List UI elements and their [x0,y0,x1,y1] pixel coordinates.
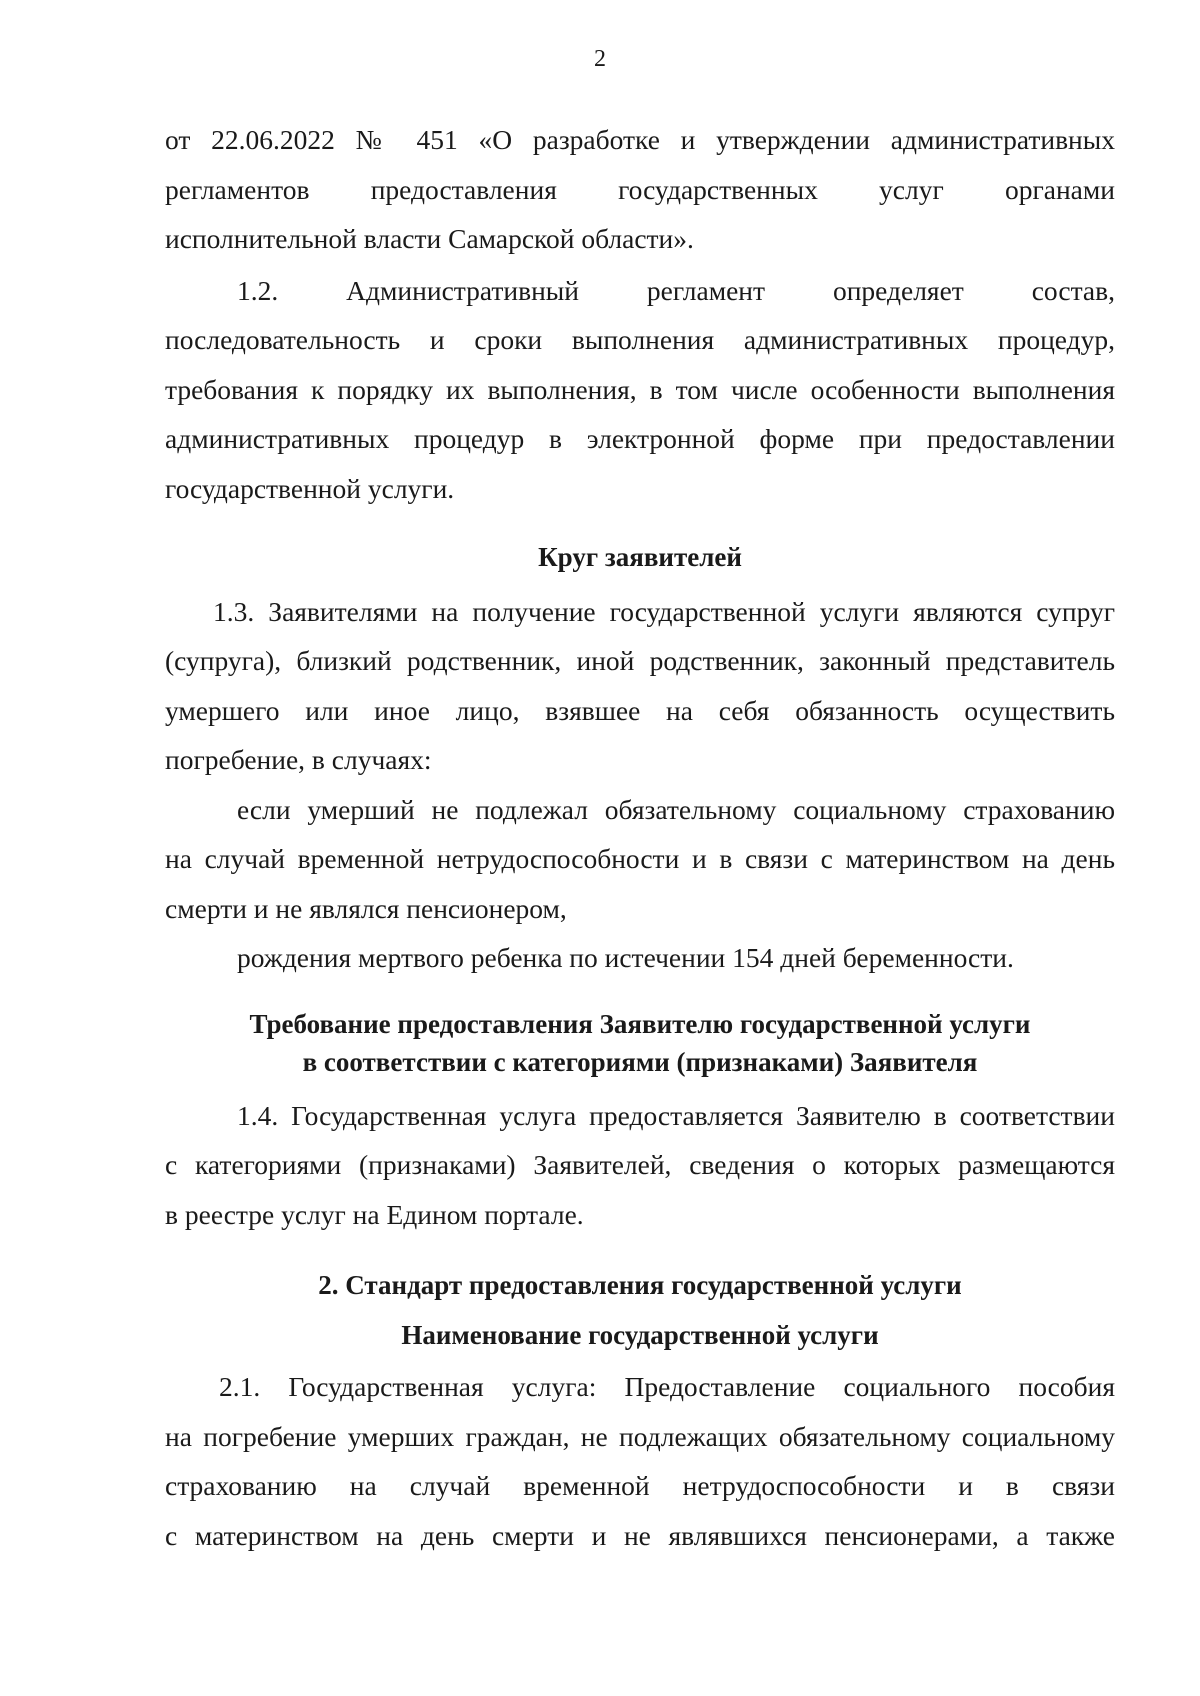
text-line: (супруга), близкий родственник, иной родственник, законный представитель [165,645,1115,676]
text-line: требования к порядку их выполнения, в том числе особенности выполнения [165,373,1115,405]
text-line: исполнительной власти Самарской области». [165,223,694,254]
text-line: на случай временной нетрудоспособности и в связи с материнством на день [165,843,1115,874]
paragraph-1-2 [165,266,1115,514]
paragraph-1-4 [165,1091,1115,1240]
text-line: погребение, в случаях: [165,744,432,775]
page-number: 2 [594,46,606,72]
text-line: регламентов предоставления государственных услуг органами [165,173,1115,205]
section-heading-requirement [165,1005,1115,1081]
text-line: от 22.06.2022 № 451 «О разработке и утверждении административных [165,124,1115,155]
text-line: умершего или иное лицо, взявшее на себя обязанность осуществить [165,694,1115,726]
text-line: государственной услуги. [165,472,455,504]
text-line: 1.3. Заявителями на получение государственной услуги являются супруг [213,595,1115,627]
text-line: на погребение умерших граждан, не подлежащих обязательному социальному [165,1420,1115,1452]
text-line: 2.1. Государственная услуга: Предоставление социального пособия [219,1371,1115,1402]
section-heading-service-name: Наименование государственной услуги [401,1319,879,1350]
paragraph-2-1 [165,1362,1115,1560]
text-line: административных процедур в электронной форме при предоставлении [165,423,1115,454]
text-line: с материнством на день смерти и не являвшихся пенсионерами, а также [165,1519,1115,1551]
section-heading-standard: 2. Стандарт предоставления государственной услуги [318,1270,962,1300]
text-line: 1.2. Административный регламент определяет состав, [237,274,1115,306]
document-body [165,115,1115,1560]
section-heading-applicants: Круг заявителей [538,542,742,572]
text-line: последовательность и сроки выполнения административных процедур, [165,324,1115,355]
paragraph-reference [165,115,1115,264]
text-line: с категориями (признаками) Заявителей, сведения о которых размещаются [165,1149,1115,1180]
text-line: 1.4. Государственная услуга предоставляется Заявителю в соответствии [237,1099,1115,1131]
paragraph-case-2 [165,933,1115,983]
paragraph-case-1 [165,785,1115,934]
heading-line: в соответствии с категориями (признаками) Заявителя [302,1046,978,1077]
text-line: страхованию на случай временной нетрудоспособности и в связи [165,1470,1115,1501]
text-line: если умерший не подлежал обязательному социальному страхованию [237,793,1115,825]
text-line: в реестре услуг на Едином портале. [165,1198,584,1230]
text-line: рождения мертвого ребенка по истечении 154 дней беременности. [237,942,1014,973]
heading-line: Требование предоставления Заявителю государственной услуги [249,1008,1031,1039]
paragraph-1-3 [165,587,1115,785]
text-line: смерти и не являлся пенсионером, [165,892,567,924]
